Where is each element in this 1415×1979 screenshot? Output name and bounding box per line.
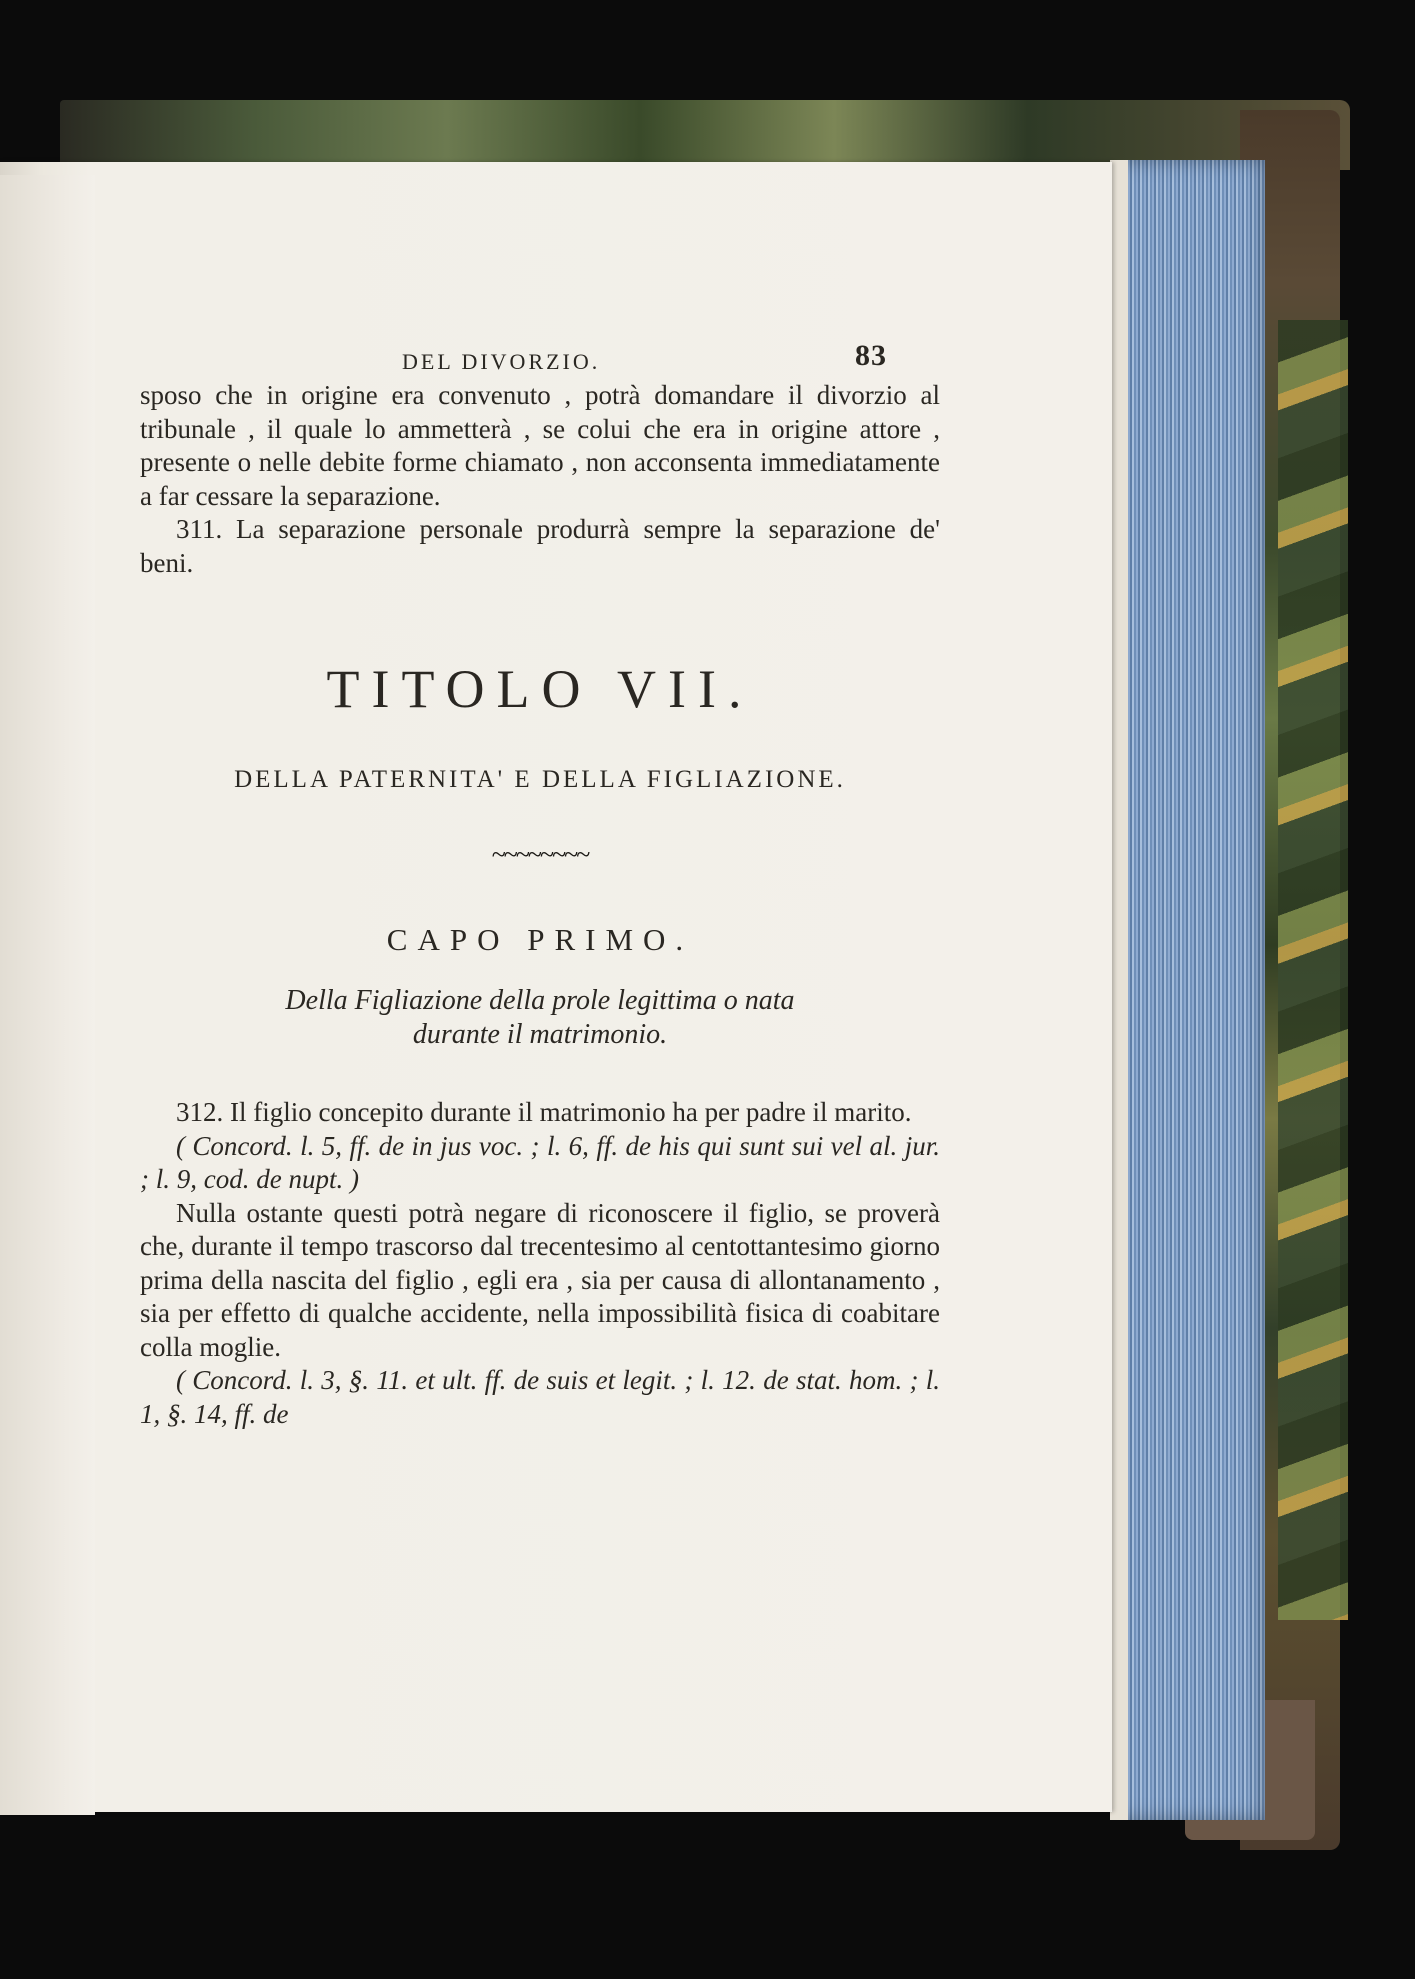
page-number: 83 — [855, 339, 887, 372]
page-text — [140, 339, 940, 1431]
chapter-subheading-line1: Della Figliazione della prole legittima o nata — [285, 985, 795, 1016]
chapter-subheading — [140, 984, 940, 1052]
page-edges — [1110, 160, 1265, 1820]
chapter-subheading-line2: durante il matrimonio. — [412, 1019, 668, 1050]
page-edge-margin — [1110, 160, 1128, 1820]
article-311: 311. La separazione personale produrrà sempre la separazione de' beni. — [140, 514, 940, 578]
paragraph-nulla-ostante: Nulla ostante questi potrà negare di riconoscere il figlio, se proverà che, durante il tempo trascorso dal trecentesimo al centottantesimo giorno prima della nascita del figlio , egli era , sia per causa di allontanamento , sia per effetto di qualche accidente, nella impossibilità fisica di coabitare colla moglie. — [140, 1197, 940, 1362]
decorative-ornament: ~~~~~~~~ — [491, 840, 589, 869]
concordance-note-1: ( Concord. l. 5, ff. de in jus voc. ; l. 6, ff. de his qui sunt sui vel al. jur. ; l. 9, cod. de nupt. ) — [140, 1130, 940, 1194]
article-312: 312. Il figlio concepito durante il matrimonio ha per padre il marito. — [176, 1097, 912, 1127]
marbled-cover-pattern — [1278, 320, 1348, 1620]
chapter-heading: CAPO PRIMO. — [386, 922, 694, 957]
title-heading: TITOLO VII. — [326, 659, 754, 719]
page-gutter — [0, 175, 95, 1815]
concordance-note-2: ( Concord. l. 3, §. 11. et ult. ff. de suis et legit. ; l. 12. de stat. hom. ; l. 1, §. 14, ff. de — [140, 1365, 940, 1429]
paragraph-continuation: sposo che in origine era convenuto , potrà domandare il divorzio al tribunale , il quale lo ammetterà , se colui che era in origine attore , presente o nelle debite forme chiamato , non acconsenta immediatamente a far cessare la separazione. — [140, 380, 940, 511]
running-header — [140, 339, 940, 379]
title-subheading: DELLA PATERNITA' E DELLA FIGLIAZIONE. — [234, 766, 846, 793]
running-head-title: DEL DIVORZIO. — [402, 349, 601, 374]
